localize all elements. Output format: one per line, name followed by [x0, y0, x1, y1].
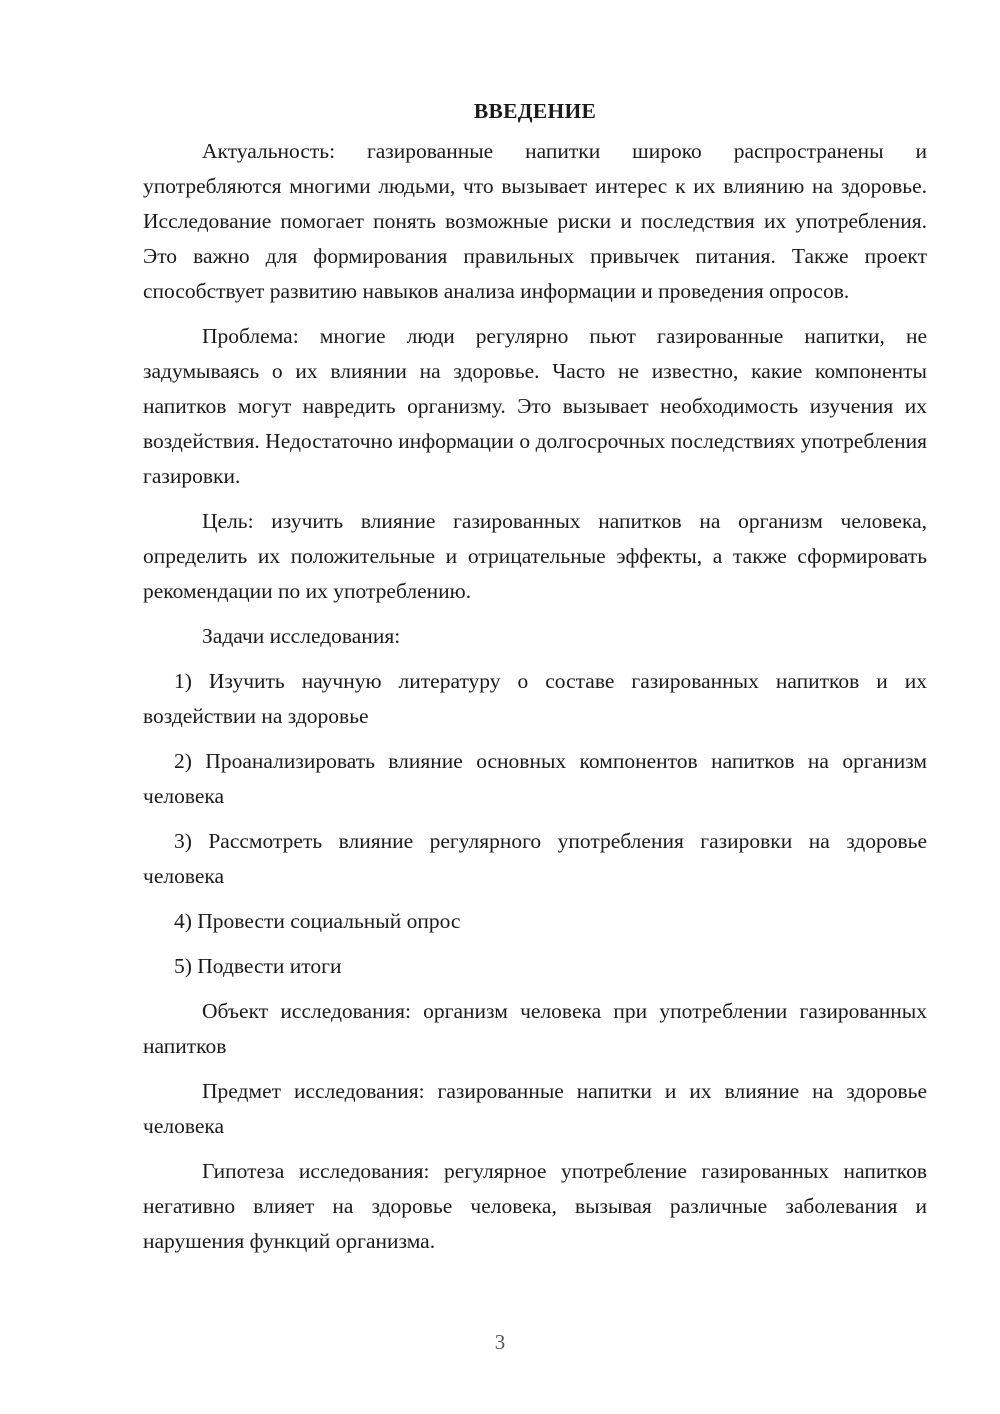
subject-paragraph: Предмет исследования: газированные напитки и их влияние на здоровье человека: [143, 1079, 927, 1138]
hypothesis-paragraph: Гипотеза исследования: регулярное употребление газированных напитков негативно влияет на здоровье человека, вызывая различные заболевания и нарушения функций организма.: [143, 1159, 927, 1253]
task-item: 1) Изучить научную литературу о составе газированных напитков и их воздействии на здоровье: [143, 669, 927, 728]
task-item: 2) Проанализировать влияние основных компонентов напитков на организм человека: [143, 749, 927, 808]
task-item: 3) Рассмотреть влияние регулярного употребления газировки на здоровье человека: [143, 829, 927, 888]
problem-paragraph: Проблема: многие люди регулярно пьют газированные напитки, не задумываясь о их влиянии на здоровье. Часто не известно, какие компоненты напитков могут навредить организму. Это вызывает необходимость изучения их воздействия. Недостаточно информации о долгосрочных последствиях употребления газировки.: [143, 324, 927, 488]
tasks-heading: Задачи исследования:: [202, 624, 401, 648]
task-item: 4) Провести социальный опрос: [174, 909, 461, 933]
relevance-paragraph: Актуальность: газированные напитки широко распространены и употребляются многими людьми, что вызывает интерес к их влиянию на здоровье. Исследование помогает понять возможные риски и последствия их употребления. Это важно для формирования правильных привычек питания. Также проект способствует развитию навыков анализа информации и проведения опросов.: [143, 139, 927, 303]
goal-paragraph: Цель: изучить влияние газированных напитков на организм человека, определить их положительные и отрицательные эффекты, а также сформировать рекомендации по их употреблению.: [143, 509, 927, 603]
page-content: [143, 92, 927, 1269]
task-item: 5) Подвести итоги: [174, 954, 342, 978]
object-paragraph: Объект исследования: организм человека при употреблении газированных напитков: [143, 999, 927, 1058]
tasks-list: [143, 664, 927, 984]
section-title: ВВЕДЕНИЕ: [473, 99, 597, 123]
page-number: 3: [494, 1330, 506, 1354]
